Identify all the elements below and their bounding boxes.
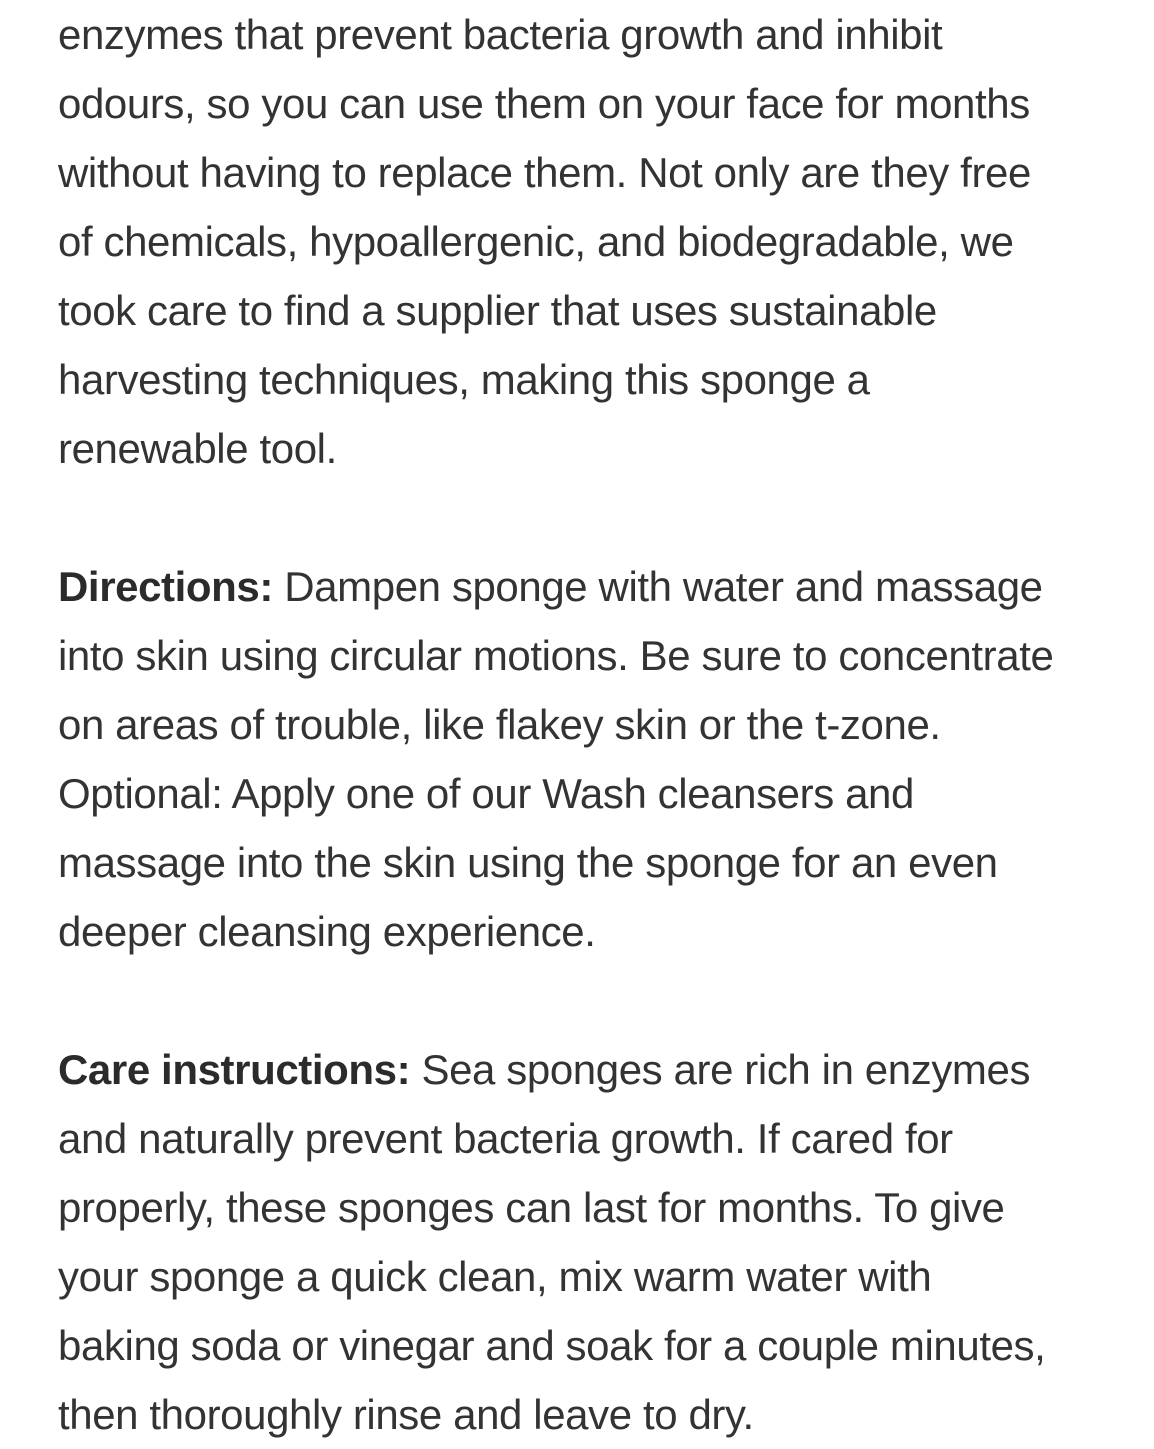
- text-line: and naturally prevent bacteria growth. If cared for: [58, 1115, 953, 1162]
- text-line: Optional: Apply one of our Wash cleansers and: [58, 770, 914, 817]
- text-line: properly, these sponges can last for months. To give: [58, 1184, 1005, 1231]
- paragraph-directions: [58, 552, 1154, 966]
- paragraph-care-instructions: [58, 1035, 1154, 1449]
- text-line: then thoroughly rinse and leave to dry.: [58, 1391, 754, 1438]
- directions-label: Directions:: [58, 563, 273, 610]
- text-line: of chemicals, hypoallergenic, and biodegradable, we: [58, 218, 1014, 265]
- paragraph-overview: [58, 0, 1154, 483]
- text-line: took care to find a supplier that uses sustainable: [58, 287, 937, 334]
- text-span: Dampen sponge with water and massage: [272, 563, 1043, 610]
- text-span: Sea sponges are rich in enzymes: [410, 1046, 1031, 1093]
- text-line: on areas of trouble, like flakey skin or the t-zone.: [58, 701, 941, 748]
- text-line: harvesting techniques, making this sponge a: [58, 356, 870, 403]
- text-line: [58, 1035, 1154, 1104]
- text-line: massage into the skin using the sponge for an even: [58, 839, 998, 886]
- text-line: baking soda or vinegar and soak for a couple minutes,: [58, 1322, 1046, 1369]
- text-line: your sponge a quick clean, mix warm water with: [58, 1253, 932, 1300]
- text-line: renewable tool.: [58, 425, 337, 472]
- text-line: without having to replace them. Not only are they free: [58, 149, 1031, 196]
- care-instructions-label: Care instructions:: [58, 1046, 411, 1093]
- text-line: deeper cleansing experience.: [58, 908, 596, 955]
- text-line: into skin using circular motions. Be sure to concentrate: [58, 632, 1054, 679]
- text-line: odours, so you can use them on your face for months: [58, 80, 1030, 127]
- text-line: enzymes that prevent bacteria growth and inhibit: [58, 11, 943, 58]
- text-line: [58, 552, 1154, 621]
